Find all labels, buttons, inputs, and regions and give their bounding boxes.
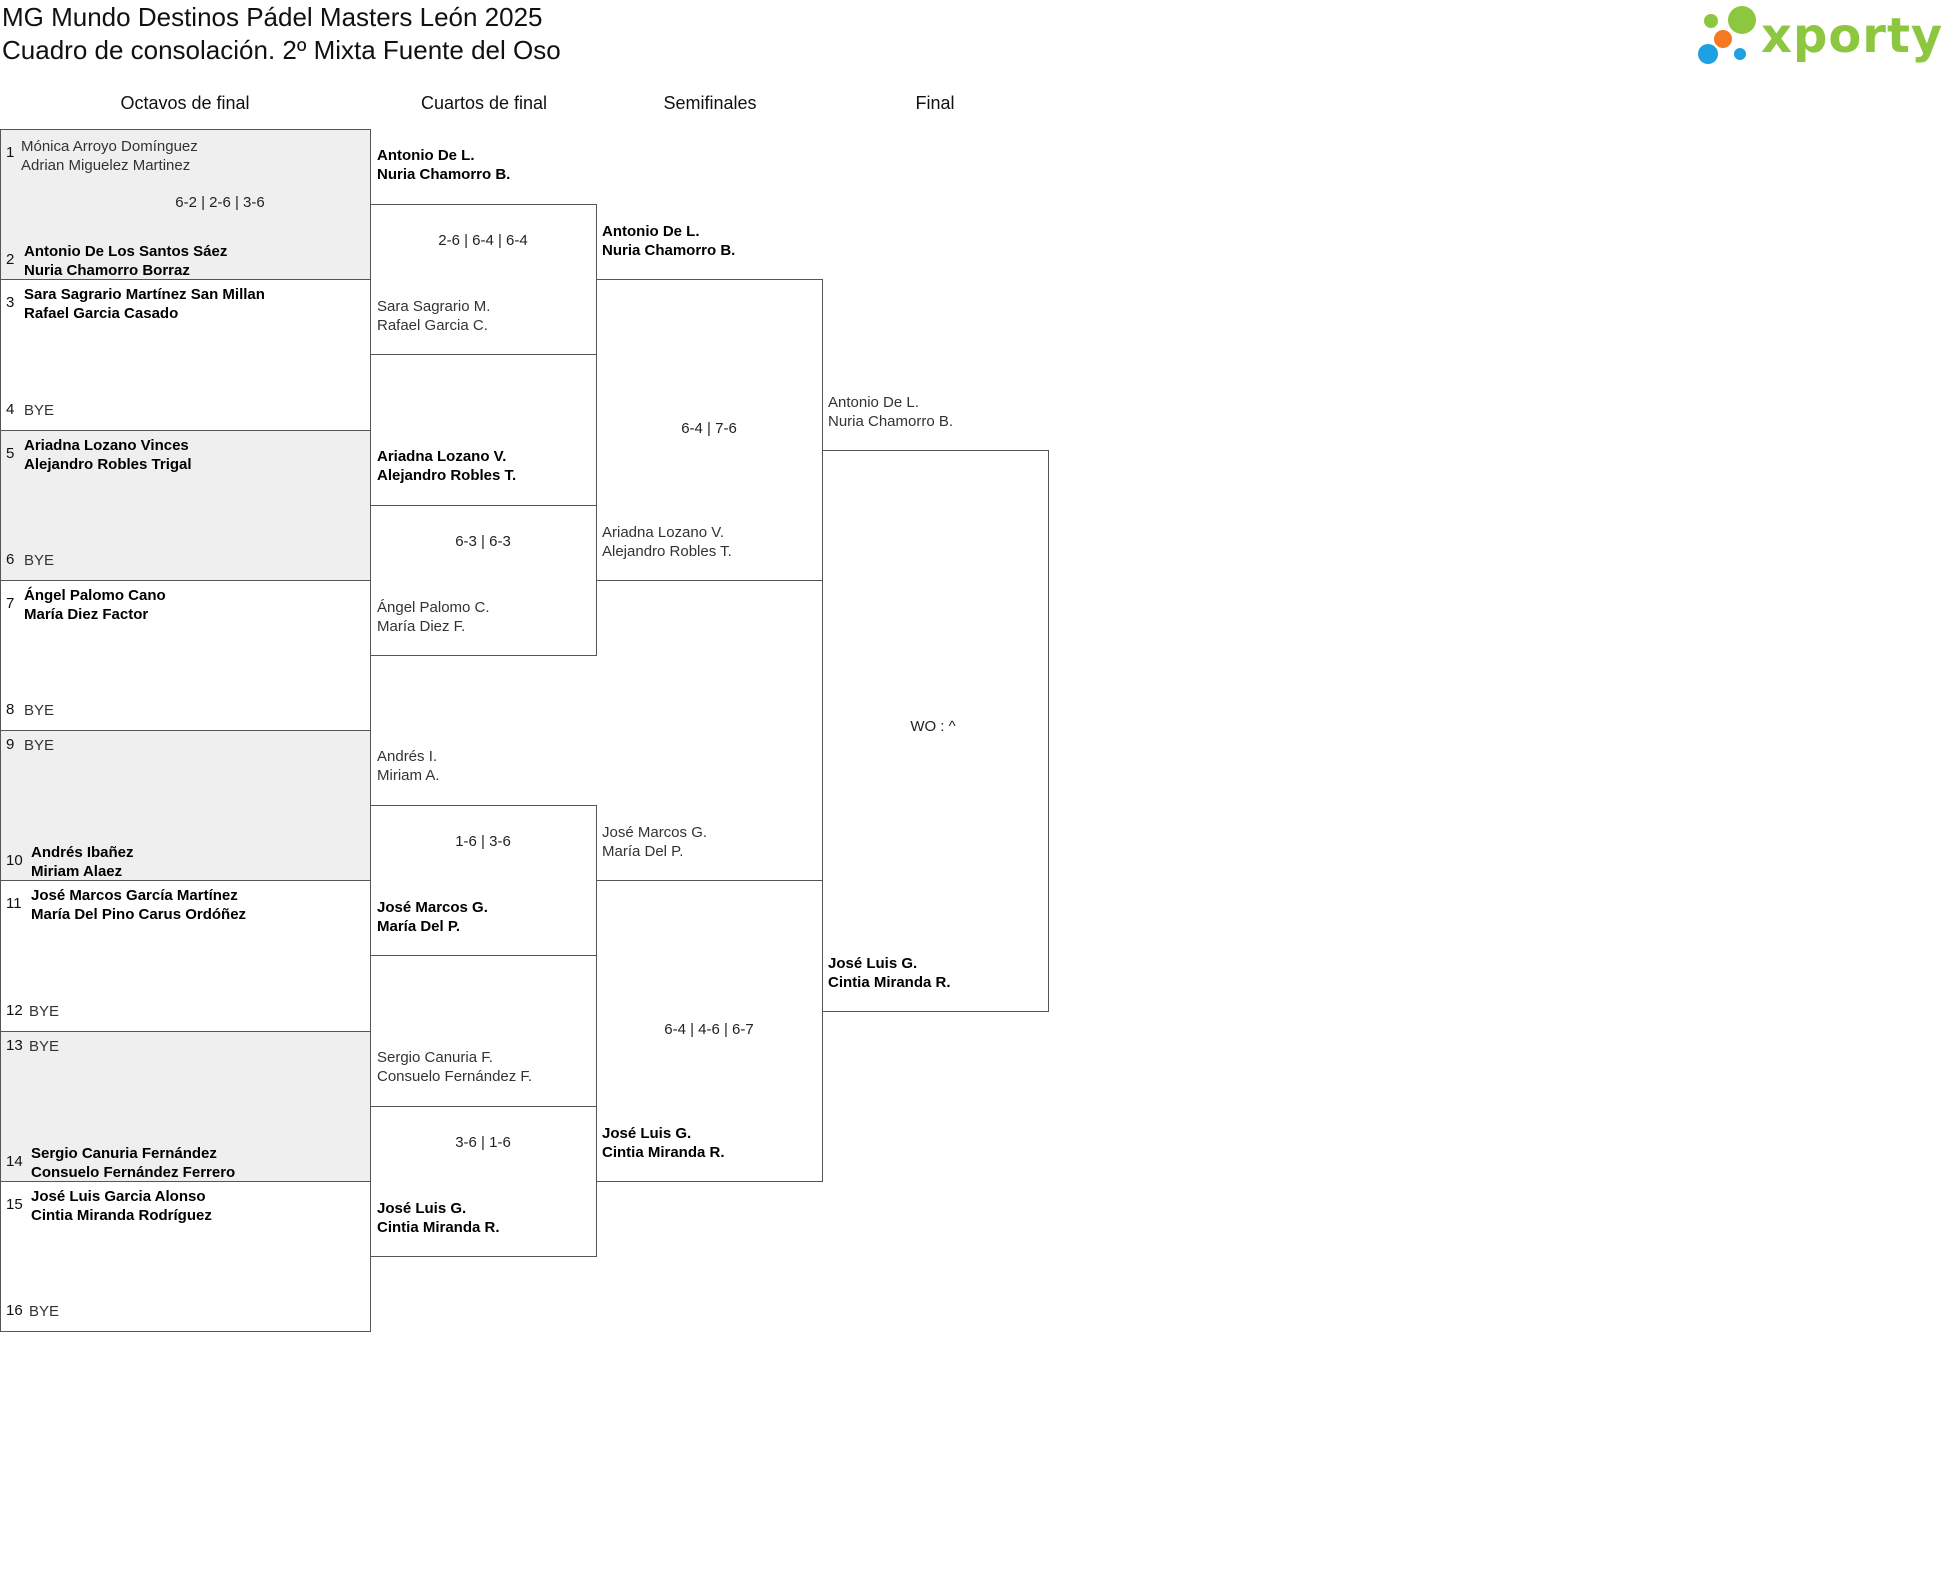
r16-entrant-3-line2: Rafael Garcia Casado	[24, 305, 179, 323]
r16-score: 6-2 | 2-6 | 3-6	[175, 194, 265, 211]
r16-entrant-7-line2: María Diez Factor	[24, 605, 149, 623]
qf-entrant-5-line1: Andrés I.	[377, 748, 438, 766]
qf-entrant-6	[377, 898, 488, 936]
sf-entrant-1-line1: Antonio De L.	[602, 223, 700, 241]
qf-score: 3-6 | 1-6	[455, 1133, 511, 1151]
r16-entrant-2-line1: Antonio De Los Santos Sáez	[24, 243, 228, 261]
final-entrant-2-line1: José Luis G.	[828, 954, 918, 972]
logo-dot-blue-icon	[1698, 44, 1718, 64]
r16-entrant-1	[21, 137, 198, 175]
round-header-r16: Octavos de final	[120, 93, 250, 113]
qf-score: 2-6 | 6-4 | 6-4	[438, 232, 528, 250]
seed-number: 15	[6, 1195, 23, 1213]
qf-entrant-3-line2: Alejandro Robles T.	[377, 466, 517, 484]
seed-number: 9	[6, 736, 15, 753]
qf-entrant-3	[377, 447, 516, 485]
seed-number: 16	[6, 1302, 23, 1319]
r16-entrant-2	[24, 242, 227, 280]
r16-entrant-9-line1: BYE	[24, 737, 55, 754]
r16-entrant-14-line2: Consuelo Fernández Ferrero	[31, 1163, 236, 1181]
qf-entrant-1-line2: Nuria Chamorro B.	[377, 166, 511, 184]
qf-entrant-1-line1: Antonio De L.	[377, 147, 475, 165]
qf-entrant-2-line2: Rafael Garcia C.	[377, 317, 488, 335]
draw-subtitle: Cuadro de consolación. 2º Mixta Fuente del Oso	[2, 35, 561, 65]
r16-entrant-6-line1: BYE	[24, 551, 55, 569]
qf-entrant-7	[377, 1048, 532, 1086]
r16-entrant-12-line1: BYE	[29, 1002, 60, 1020]
r16-entrant-4-line1: BYE	[24, 401, 55, 419]
r16-entrant-10-line1: Andrés Ibañez	[31, 844, 134, 862]
seed-number: 12	[6, 1001, 23, 1019]
qf-entrant-6-line1: José Marcos G.	[377, 899, 488, 917]
sf-entrant-2-line2: Alejandro Robles T.	[602, 542, 732, 560]
sf-entrant-1-line2: Nuria Chamorro B.	[602, 242, 736, 260]
sf-score: 6-4 | 4-6 | 6-7	[664, 1020, 754, 1038]
qf-entrant-4-line1: Ángel Palomo C.	[377, 598, 490, 616]
qf-entrant-8-line2: Cintia Miranda R.	[377, 1218, 500, 1236]
round-header-final: Final	[915, 93, 955, 113]
logo-dot-blue-small-icon	[1734, 48, 1746, 60]
r16-entrant-7-line1: Ángel Palomo Cano	[24, 586, 166, 604]
tournament-title: MG Mundo Destinos Pádel Masters León 2025	[2, 2, 543, 32]
qf-entrant-7-line1: Sergio Canuria F.	[377, 1048, 493, 1066]
qf-entrant-3-line1: Ariadna Lozano V.	[377, 447, 507, 465]
seed-number: 6	[6, 550, 15, 568]
r16-entrant-11	[31, 886, 246, 924]
seed-number: 14	[6, 1152, 23, 1170]
qf-entrant-1	[377, 146, 510, 184]
seed-number: 11	[6, 895, 22, 913]
r16-entrant-10	[31, 843, 134, 881]
round-header-qf: Cuartos de final	[420, 93, 548, 113]
sf-entrant-4	[602, 1124, 725, 1162]
r16-entrant-5-line2: Alejandro Robles Trigal	[24, 455, 192, 473]
qf-entrant-8	[377, 1199, 500, 1237]
r16-entrant-14	[31, 1144, 235, 1182]
seed-number: 3	[6, 294, 15, 312]
r16-entrant-7	[24, 586, 166, 624]
final-entrant-1	[828, 393, 953, 431]
qf-entrant-8-line1: José Luis G.	[377, 1199, 467, 1217]
qf-entrant-2	[377, 297, 490, 335]
qf-entrant-5-line2: Miriam A.	[377, 767, 440, 785]
seed-number: 4	[6, 400, 15, 418]
sf-entrant-3-line2: María Del P.	[602, 843, 684, 861]
r16-entrant-8-line1: BYE	[24, 702, 55, 719]
qf-score: 6-3 | 6-3	[455, 532, 511, 550]
r16-entrant-16-line1: BYE	[29, 1303, 60, 1320]
seed-number: 5	[6, 444, 15, 462]
r16-entrant-4	[24, 401, 54, 420]
qf-entrant-2-line1: Sara Sagrario M.	[377, 298, 491, 316]
qf-entrant-7-line2: Consuelo Fernández F.	[377, 1067, 533, 1085]
r16-entrant-1-line2: Adrian Miguelez Martinez	[21, 157, 191, 174]
logo-wordmark: xporty	[1761, 8, 1943, 64]
r16-entrant-2-line2: Nuria Chamorro Borraz	[24, 262, 190, 280]
r16-entrant-3	[24, 285, 265, 323]
seed-number: 7	[6, 594, 15, 612]
sf-entrant-4-line2: Cintia Miranda R.	[602, 1143, 725, 1161]
qf-entrant-4	[377, 598, 490, 636]
r16-entrant-3-line1: Sara Sagrario Martínez San Millan	[24, 286, 265, 304]
round-header-sf: Semifinales	[663, 93, 757, 113]
r16-entrant-14-line1: Sergio Canuria Fernández	[31, 1144, 217, 1162]
r16-entrant-11-line1: José Marcos García Martínez	[31, 887, 238, 905]
r16-entrant-15-line2: Cintia Miranda Rodríguez	[31, 1206, 212, 1224]
qf-score: 1-6 | 3-6	[455, 833, 511, 851]
seed-number: 13	[6, 1036, 23, 1054]
r16-entrant-8	[24, 701, 54, 720]
sf-entrant-1	[602, 222, 735, 260]
r16-entrant-16	[29, 1302, 59, 1321]
sf-entrant-3	[602, 823, 707, 861]
final-entrant-1-line1: Antonio De L.	[828, 393, 919, 411]
logo-dot-green-icon	[1728, 6, 1756, 34]
r16-entrant-13-line1: BYE	[29, 1037, 60, 1055]
seed-number: 1	[6, 144, 15, 161]
r16-entrant-12	[29, 1002, 59, 1021]
r16-entrant-11-line2: María Del Pino Carus Ordóñez	[31, 906, 247, 924]
r16-entrant-1-line1: Mónica Arroyo Domínguez	[21, 138, 198, 155]
sf-score: 6-4 | 7-6	[681, 419, 737, 437]
sf-entrant-2-line1: Ariadna Lozano V.	[602, 523, 725, 541]
r16-entrant-5	[24, 436, 192, 474]
final-entrant-1-line2: Nuria Chamorro B.	[828, 412, 954, 430]
qf-entrant-5	[377, 747, 440, 785]
sf-entrant-4-line1: José Luis G.	[602, 1124, 692, 1142]
r16-entrant-15-line1: José Luis Garcia Alonso	[31, 1187, 206, 1205]
final-score: WO : ^	[910, 718, 956, 735]
sf-entrant-2	[602, 523, 732, 561]
qf-entrant-6-line2: María Del P.	[377, 918, 461, 936]
seed-number: 2	[6, 251, 15, 269]
r16-entrant-15	[31, 1187, 212, 1225]
final-entrant-2-line2: Cintia Miranda R.	[828, 973, 951, 991]
r16-entrant-13	[29, 1037, 59, 1056]
r16-entrant-9	[24, 736, 54, 755]
seed-number: 8	[6, 701, 15, 718]
seed-number: 10	[6, 852, 23, 870]
final-entrant-2	[828, 954, 951, 992]
qf-entrant-4-line2: María Diez F.	[377, 617, 466, 635]
logo-dot-orange-icon	[1714, 30, 1732, 48]
r16-entrant-5-line1: Ariadna Lozano Vinces	[24, 436, 189, 454]
xporty-logo	[1688, 0, 1943, 72]
logo-dot-green-small-icon	[1704, 14, 1718, 28]
sf-entrant-3-line1: José Marcos G.	[602, 824, 708, 842]
r16-entrant-10-line2: Miriam Alaez	[31, 863, 123, 881]
r16-entrant-6	[24, 551, 54, 570]
